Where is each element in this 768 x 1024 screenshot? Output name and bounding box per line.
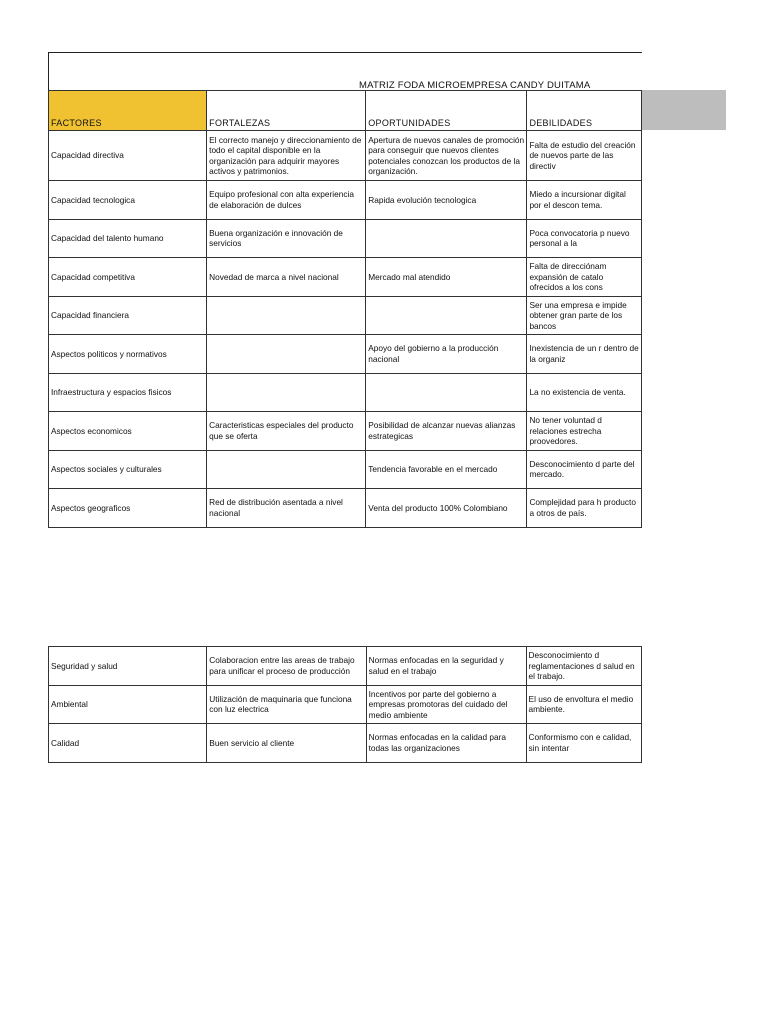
fortaleza-cell: [207, 450, 366, 489]
table-row: [49, 685, 642, 724]
spreadsheet-view: [48, 52, 642, 780]
foda-table: [48, 90, 642, 528]
factor-cell: Capacidad financiera: [49, 296, 207, 335]
fortaleza-cell: Colaboracion entre las areas de trabajo para unificar el proceso de producción: [207, 647, 366, 686]
oportunidad-cell: Apoyo del gobierno a la producción nacional: [366, 335, 527, 374]
table-row: [49, 489, 642, 528]
oportunidad-cell: Venta del producto 100% Colombiano: [366, 489, 527, 528]
fortaleza-cell: Utilización de maquinaria que funciona con luz electrica: [207, 685, 366, 724]
factor-cell: Capacidad del talento humano: [49, 219, 207, 258]
table-row: [49, 450, 642, 489]
header-factores: FACTORES: [49, 91, 207, 131]
factor-cell: Calidad: [49, 724, 207, 763]
factor-cell: Capacidad tecnologica: [49, 181, 207, 220]
fortaleza-cell: Novedad de marca a nivel nacional: [207, 258, 366, 297]
debilidad-cell: El uso de envoltura el medio ambiente.: [526, 685, 641, 724]
debilidad-cell: Poca convocatoria p nuevo personal a la: [527, 219, 642, 258]
oportunidad-cell: Normas enfocadas en la seguridad y salud en el trabajo: [366, 647, 526, 686]
table-row: [49, 258, 642, 297]
foda-table-secondary: [48, 646, 642, 763]
factor-cell: Aspectos economicos: [49, 412, 207, 451]
debilidad-cell: Miedo a incursionar digital por el descon tema.: [527, 181, 642, 220]
header-gray-band: [642, 90, 726, 130]
oportunidad-cell: [366, 296, 527, 335]
table-row: [49, 181, 642, 220]
oportunidad-cell: Rapida evolución tecnologica: [366, 181, 527, 220]
factor-cell: Capacidad directiva: [49, 131, 207, 181]
table-row: [49, 296, 642, 335]
oportunidad-cell: [366, 219, 527, 258]
fortaleza-cell: [207, 296, 366, 335]
debilidad-cell: La no existencia de venta.: [527, 373, 642, 412]
oportunidad-cell: Incentivos por parte del gobierno a empresas promotoras del cuidado del medio ambiente: [366, 685, 526, 724]
header-oportunidades: OPORTUNIDADES: [366, 91, 527, 131]
debilidad-cell: Desconocimiento d reglamentaciones d salud en el trabajo.: [526, 647, 641, 686]
debilidad-cell: Complejidad para h producto a otros de país.: [527, 489, 642, 528]
fortaleza-cell: Buen servicio al cliente: [207, 724, 366, 763]
fortaleza-cell: Red de distribución asentada a nivel nacional: [207, 489, 366, 528]
oportunidad-cell: Mercado mal atendido: [366, 258, 527, 297]
title-cell: [48, 52, 642, 90]
fortaleza-cell: [207, 335, 366, 374]
oportunidad-cell: Posibilidad de alcanzar nuevas alianzas estrategicas: [366, 412, 527, 451]
debilidad-cell: Conformismo con e calidad, sin intentar: [526, 724, 641, 763]
fortaleza-cell: Buena organización e innovación de servicios: [207, 219, 366, 258]
debilidad-cell: No tener voluntad d relaciones estrecha proovedores.: [527, 412, 642, 451]
oportunidad-cell: Tendencia favorable en el mercado: [366, 450, 527, 489]
factor-cell: Aspectos geograficos: [49, 489, 207, 528]
header-fortalezas: FORTALEZAS: [207, 91, 366, 131]
header-debilidades: DEBILIDADES: [527, 91, 642, 131]
oportunidad-cell: Normas enfocadas en la calidad para todas las organizaciones: [366, 724, 526, 763]
table-row: [49, 373, 642, 412]
factor-cell: Aspectos politicos y normativos: [49, 335, 207, 374]
debilidad-cell: Desconocimiento d parte del mercado.: [527, 450, 642, 489]
fortaleza-cell: El correcto manejo y direccionamiento de todo el capital disponible en la organización para adquirir mayores activos y patrimonios.: [207, 131, 366, 181]
oportunidad-cell: [366, 373, 527, 412]
oportunidad-cell: Apertura de nuevos canales de promoción para conseguir que nuevos clientes potenciales conozcan los productos de la organización.: [366, 131, 527, 181]
table-row: [49, 647, 642, 686]
fortaleza-cell: [207, 373, 366, 412]
factor-cell: Ambiental: [49, 685, 207, 724]
table-row: [49, 412, 642, 451]
fortaleza-cell: Caracteristicas especiales del producto que se oferta: [207, 412, 366, 451]
debilidad-cell: Inexistencia de un r dentro de la organiz: [527, 335, 642, 374]
table-row: [49, 131, 642, 181]
factor-cell: Capacidad competitiva: [49, 258, 207, 297]
debilidad-cell: Falta de direcciónam expansión de catalo ofrecidos a los cons: [527, 258, 642, 297]
factor-cell: Seguridad y salud: [49, 647, 207, 686]
debilidad-cell: Falta de estudio del creación de nuevos parte de las directiv: [527, 131, 642, 181]
header-row: [49, 91, 642, 131]
debilidad-cell: Ser una empresa e impide obtener gran parte de los bancos: [527, 296, 642, 335]
matrix-title: MATRIZ FODA MICROEMPRESA CANDY DUITAMA: [359, 80, 591, 91]
factor-cell: Infraestructura y espacios fisicos: [49, 373, 207, 412]
fortaleza-cell: Equipo profesional con alta experiencia de elaboración de dulces: [207, 181, 366, 220]
table-row: [49, 219, 642, 258]
table-row: [49, 335, 642, 374]
table-row: [49, 724, 642, 763]
factor-cell: Aspectos sociales y culturales: [49, 450, 207, 489]
